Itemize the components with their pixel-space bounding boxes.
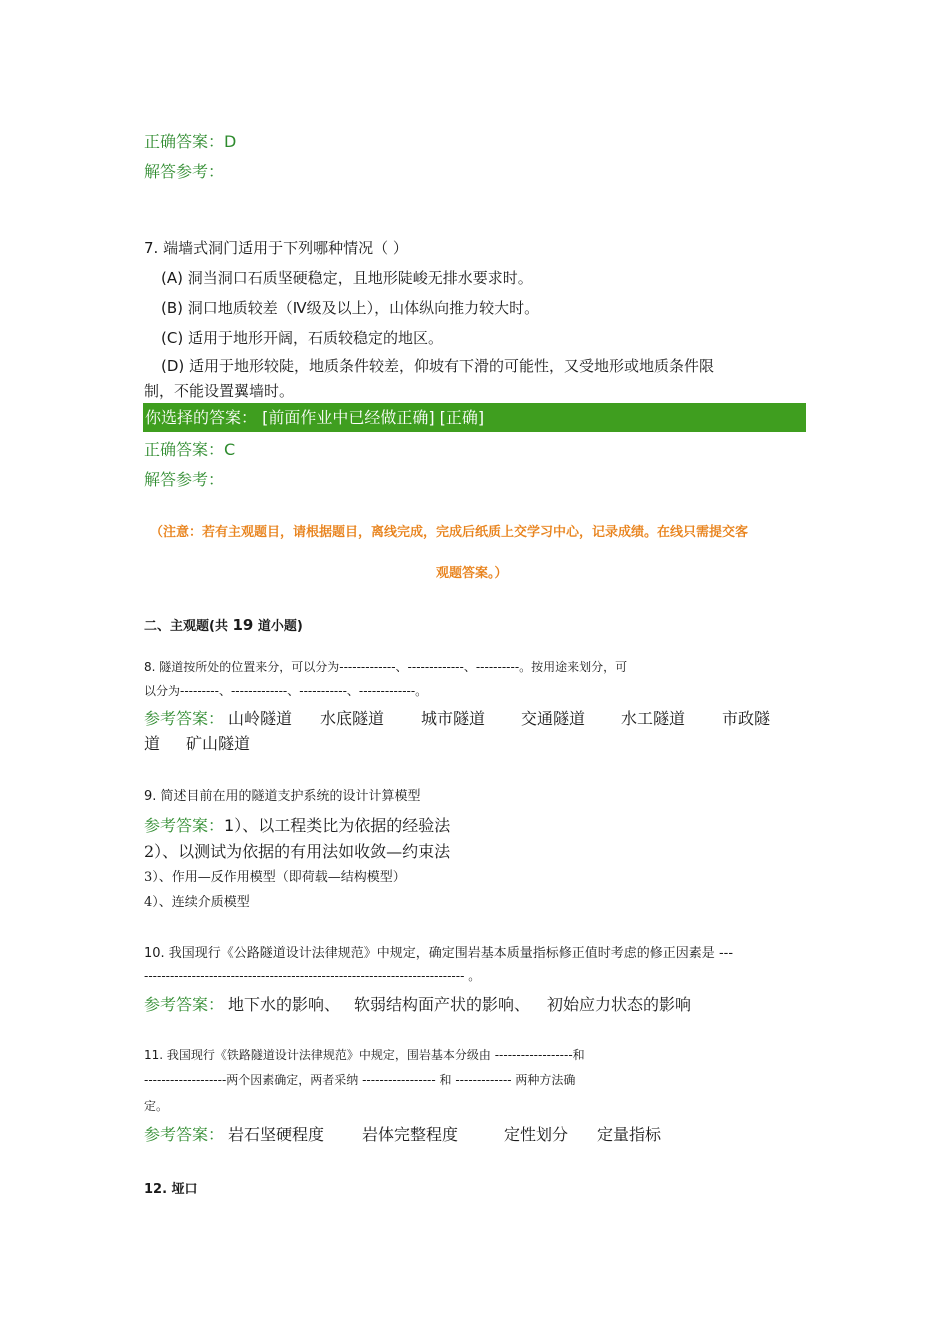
q9-answer-1: 1）、以工程类比为依据的经验法 <box>224 816 451 835</box>
q8-reference-answer <box>144 706 224 729</box>
q8-answer-6-continued: 道 <box>144 734 161 753</box>
notice-line-1: （注意：若有主观题目，请根据题目，离线完成，完成后纸质上交学习中心，记录成绩。在线只需提交客 <box>150 525 749 540</box>
q9-reference-answer <box>144 813 450 836</box>
q7-correct-answer <box>144 437 235 460</box>
q12-question: 12. 垭口 <box>144 1182 198 1197</box>
q10-question-line-1: 10. 我国现行《公路隧道设计法律规范》中规定，确定围岩基本质量指标修正值时考虑的修正因素是 --- <box>144 946 734 961</box>
q7-option-b: (B) 洞口地质较差（Ⅳ级及以上），山体纵向推力较大时。 <box>161 299 540 317</box>
q9-answer-2: 2）、以测试为依据的有用法如收敛—约束法 <box>144 842 451 861</box>
q11-answer-1: 岩石坚硬程度 <box>228 1125 325 1144</box>
section-title-prefix: 二、主观题(共 <box>144 619 233 634</box>
q10-answer-3: 初始应力状态的影响 <box>547 995 692 1014</box>
section-question-count: 19 <box>232 616 254 634</box>
q11-question-line-3: 定。 <box>144 1099 169 1113</box>
q10-answer-2: 软弱结构面产状的影响、 <box>354 995 531 1014</box>
q8-answer-5: 水工隧道 <box>621 709 686 728</box>
q9-answer-3: 3）、作用—反作用模型（即荷载—结构模型） <box>144 870 406 885</box>
q11-answer-2: 岩体完整程度 <box>362 1125 459 1144</box>
q6-correct-answer <box>144 129 236 152</box>
q8-answer-6: 市政隧 <box>722 709 771 728</box>
reference-answer-label: 参考答案： <box>144 1125 225 1144</box>
q9-question: 9. 简述目前在用的隧道支护系统的设计计算模型 <box>144 789 421 804</box>
q7-answer-ref-label: 解答参考： <box>144 470 225 489</box>
q11-question-line-2: -------------------两个因素确定，两者采纳 ----------------- 和 ------------- 两种方法确 <box>144 1073 576 1087</box>
q11-answer-3: 定性划分 <box>504 1125 569 1144</box>
your-answer-bar: 你选择的答案： [前面作业中已经做正确] [正确] <box>143 403 806 432</box>
correct-answer-label: 正确答案： <box>144 440 225 459</box>
reference-answer-label: 参考答案： <box>144 995 225 1014</box>
notice-line-2: 观题答案。） <box>436 566 508 581</box>
q8-answer-3: 城市隧道 <box>421 709 486 728</box>
q7-option-a: (A) 洞当洞口石质坚硬稳定，且地形陡峻无排水要求时。 <box>161 269 533 287</box>
q10-answer-1: 地下水的影响、 <box>228 995 341 1014</box>
q8-answer-4: 交通隧道 <box>521 709 586 728</box>
q7-option-d: (D) 适用于地形较陡，地质条件较差，仰坡有下滑的可能性，又受地形或地质条件限 <box>161 357 715 375</box>
q7-option-d-continued: 制，不能设置翼墙时。 <box>144 382 295 400</box>
q7-question: 7. 端墙式洞门适用于下列哪种情况（ ） <box>144 239 408 257</box>
q10-reference-answer <box>144 992 224 1015</box>
reference-answer-label: 参考答案： <box>144 816 225 835</box>
correct-answer-label: 正确答案： <box>144 132 225 151</box>
q8-answer-2: 水底隧道 <box>320 709 385 728</box>
q8-question-line-1: 8. 隧道按所处的位置来分，可以分为-------------、-------------、----------。按用途来划分，可 <box>144 660 628 674</box>
q11-answer-4: 定量指标 <box>597 1125 662 1144</box>
reference-answer-label: 参考答案： <box>144 709 225 728</box>
section-title <box>144 615 303 634</box>
q9-answer-4: 4）、连续介质模型 <box>144 895 250 910</box>
q7-option-c: (C) 适用于地形开阔，石质较稳定的地区。 <box>161 329 443 347</box>
q10-question-line-2: -------------------------------------------------------------------------- 。 <box>144 969 481 983</box>
q11-question-line-1: 11. 我国现行《铁路隧道设计法律规范》中规定，围岩基本分级由 ------------------和 <box>144 1048 585 1062</box>
q11-reference-answer <box>144 1122 224 1145</box>
correct-answer-value: D <box>224 132 237 151</box>
section-title-suffix: 道小题) <box>253 619 303 634</box>
correct-answer-value: C <box>224 440 236 459</box>
q6-answer-ref-label: 解答参考： <box>144 162 225 181</box>
q8-answer-1: 山岭隧道 <box>228 709 293 728</box>
q8-question-line-2: 以分为---------、-------------、-----------、-------------。 <box>144 684 428 698</box>
q8-answer-7: 矿山隧道 <box>186 734 251 753</box>
